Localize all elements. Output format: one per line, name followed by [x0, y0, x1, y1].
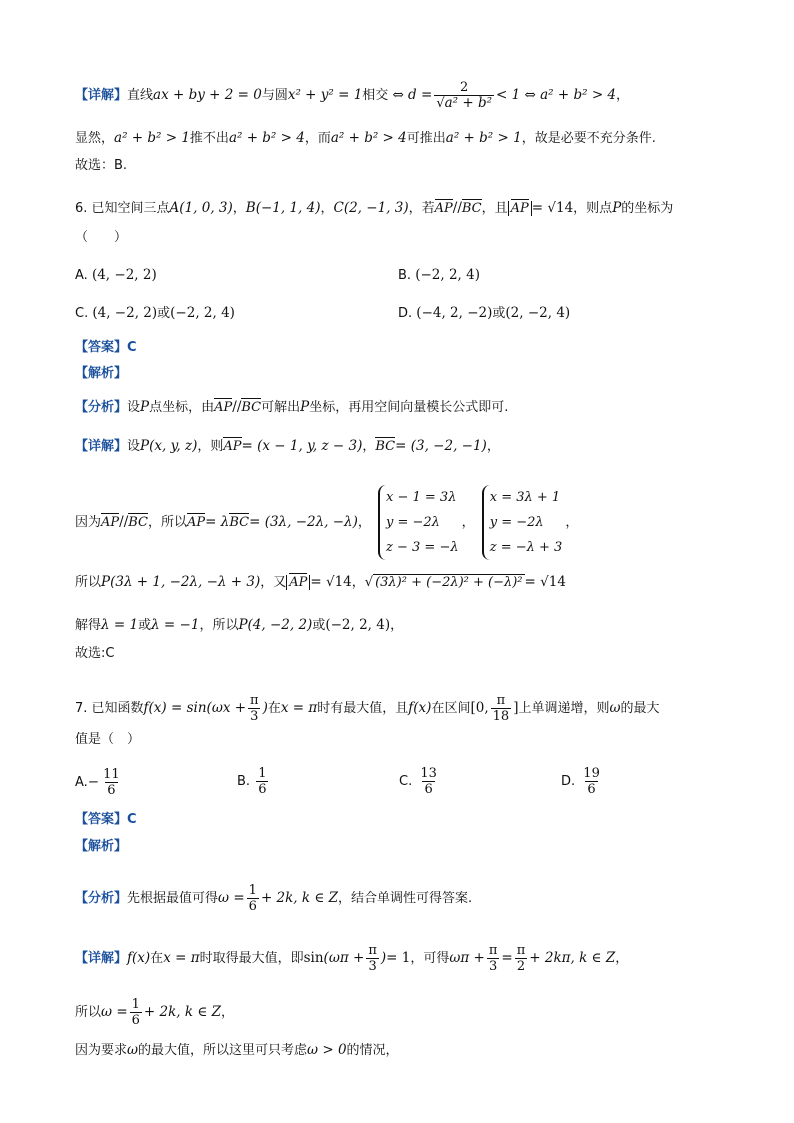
q6-paren: （ ） [75, 230, 128, 245]
q7-detail-2: 所以ω = $\frac{1}{6}$ + 2k, k ∈ Z， [75, 997, 235, 1028]
norm-sqrt: √ (3λ)² + (−2λ)² + (−λ)² [364, 575, 523, 590]
q6-option-a: A. (4, −2, 2) [75, 267, 157, 283]
q5-obvious-line: 显然，a² + b² > 1推不出a² + b² > 4，而a² + b² > 4可推出a² + b² > 1，故是必要不充分条件. [75, 130, 656, 146]
q6-analysis: 【解析】 [75, 366, 128, 381]
q7-fenxi: 【分析】先根据最值可得ω = $\frac{1}{6}$ + 2k, k ∈ Z，结合单调性可得答案. [75, 883, 473, 914]
circle-equation: x² + y² = 1 [287, 87, 363, 103]
q6-answer: 【答案】C [75, 340, 137, 355]
q5-detail-line: 【详解】直线ax + by + 2 = 0与圆x² + y² = 1相交 ⇔ d = $\frac{2}{\text{√a² + b²}}$ < 1 ⇔ a² + b² > 4， [75, 80, 630, 111]
q7-stem-2: 值是（ ） [75, 732, 141, 747]
q6-fenxi: 【分析】设P点坐标，由AP//BC可解出P坐标，再用空间向量模长公式即可. [75, 399, 509, 415]
q6-detail-2: 因为AP//BC，所以AP= λBC= (3λ, −2λ, −λ)， x − 1 = 3λ y = −2λ z − 3 = −λ ， x = 3λ + 1 y = −2λ z = −λ + 3 ， [75, 482, 578, 563]
equation-system-1: x − 1 = 3λ y = −2λ z − 3 = −λ [378, 485, 459, 560]
q6-stem: 6. 已知空间三点A(1, 0, 3)，B(−1, 1, 4)，C(2, −1, 3)，若AP//BC，且 AP = √14，则点P的坐标为 [75, 200, 674, 216]
q7-detail-1: 【详解】f(x)在x = π时取得最大值，即sin(ωπ + $\frac{\pi}{3}$ )= 1，可得ωπ + $\frac{\pi}{3}$ = $\frac{\pi}{2}$ + 2kπ, k ∈ Z， [75, 943, 629, 974]
q7-detail-3: 因为要求ω的最大值，所以这里可只考虑ω > 0的情况， [75, 1042, 399, 1058]
line-equation: ax + by + 2 = 0 [153, 87, 262, 103]
q6-detail-1: 【详解】设P(x, y, z)，则AP= (x − 1, y, z − 3)，BC= (3, −2, −1)， [75, 438, 500, 454]
equation-system-2: x = 3λ + 1 y = −2λ z = −λ + 3 [482, 485, 563, 560]
q5-choice: 故选：B. [75, 158, 128, 173]
q7-option-c: C. $\frac{13}{6}$ [399, 766, 437, 797]
q7-option-d: D. $\frac{19}{6}$ [561, 766, 600, 797]
q7-answer: 【答案】C [75, 812, 137, 827]
distance-fraction: $\frac{2}{\text{√a² + b²}}$ [436, 80, 493, 111]
q6-option-d: D. (−4, 2, −2)或(2, −2, 4) [398, 305, 571, 321]
q6-detail-3: 所以P(3λ + 1, −2λ, −λ + 3)，又 AP = √14，√ (3λ)² + (−2λ)² + (−λ)² = √14 [75, 574, 566, 590]
q6-choice: 故选:C [75, 646, 115, 661]
q6-option-c: C. (4, −2, 2)或(−2, 2, 4) [75, 305, 235, 321]
q7-stem: 7. 已知函数f(x) = sin(ωx + $\frac{\pi}{3}$ )在x = π时有最大值，且f(x)在区间[0, $\frac{\pi}{18}$ ]上单调递增，则ω的最大 [75, 693, 660, 724]
q7-analysis: 【解析】 [75, 839, 128, 854]
q6-detail-4: 解得λ = 1或λ = −1，所以P(4, −2, 2)或(−2, 2, 4)， [75, 617, 404, 633]
q6-option-b: B. (−2, 2, 4) [398, 267, 480, 283]
q7-option-b: B. $\frac{1}{6}$ [237, 766, 267, 797]
q7-option-a: A.− $\frac{11}{6}$ [75, 767, 120, 798]
detail-tag: 【详解】 [75, 88, 128, 103]
